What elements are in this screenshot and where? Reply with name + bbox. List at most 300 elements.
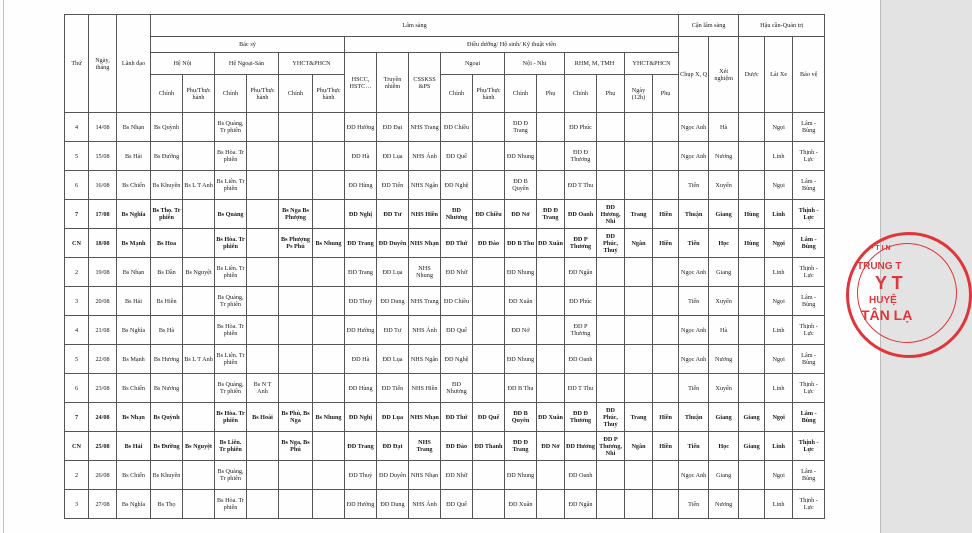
cell-noi-nhi-phu xyxy=(537,374,565,403)
cell-bao-ve: Lâm - Bùng xyxy=(793,171,825,200)
cell-lanh-dao: Bs Nghĩa xyxy=(117,316,151,345)
cell-he-noi-chinh: Bs Dần xyxy=(151,258,183,287)
cell-rhm-chinh: ĐD Ngân xyxy=(565,490,597,519)
cell-rhm-chinh: ĐD Đ Thương xyxy=(565,403,597,432)
cell-truyen-nhiem: ĐD Tiến xyxy=(377,171,409,200)
cell-yhct2-ngay xyxy=(625,258,653,287)
cell-yhct2-phu xyxy=(653,490,679,519)
header-noi-nhi: Nội - Nhi xyxy=(505,53,565,75)
cell-ngoai-san-phu xyxy=(247,287,279,316)
cell-lai-xe: Ngọi xyxy=(765,229,793,258)
cell-ngoai-san-phu xyxy=(247,490,279,519)
cell-csskss: NHS Nhung xyxy=(409,258,441,287)
cell-ngoai-chinh: ĐD Nhương xyxy=(441,374,473,403)
cell-ngoai-san-chinh: Bs Quảng, Tr phiên xyxy=(215,113,247,142)
stamp-text-4: TÂN LẠ xyxy=(861,307,913,323)
cell-he-noi-chinh: Bs Hương xyxy=(151,345,183,374)
header-phu: Phụ xyxy=(537,75,565,113)
cell-yhct-phu xyxy=(313,171,345,200)
cell-he-noi-chinh: Bs Hiền xyxy=(151,287,183,316)
header-duoc: Dược xyxy=(739,37,765,113)
cell-rhm-chinh: ĐD Hương xyxy=(565,432,597,461)
cell-yhct2-phu: Hiền xyxy=(653,403,679,432)
header-ngay: Ngày, tháng xyxy=(89,15,117,113)
cell-xet-nghiem: Xuyến xyxy=(709,374,739,403)
header-yhct-phcn: YHCT&PHCN xyxy=(279,53,345,75)
cell-he-noi-phu xyxy=(183,229,215,258)
cell-rhm-phu: ĐD P Thương, Nhi xyxy=(597,432,625,461)
cell-chup: Ngọc Anh xyxy=(679,113,709,142)
cell-bao-ve: Lâm - Bùng xyxy=(793,287,825,316)
cell-he-noi-chinh: Bs Đường xyxy=(151,142,183,171)
cell-thu: 7 xyxy=(65,200,89,229)
cell-duoc xyxy=(739,258,765,287)
page-edge-line xyxy=(3,0,4,533)
cell-truyen-nhiem: ĐD Duyên xyxy=(377,229,409,258)
cell-lai-xe: Linh xyxy=(765,374,793,403)
cell-yhct-phu xyxy=(313,258,345,287)
cell-bao-ve: Thịnh - Lực xyxy=(793,490,825,519)
cell-yhct-chinh xyxy=(279,461,313,490)
cell-ngoai-san-phu xyxy=(247,316,279,345)
header-lanh-dao: Lãnh đạo xyxy=(117,15,151,113)
cell-yhct2-phu xyxy=(653,345,679,374)
cell-yhct2-ngay xyxy=(625,287,653,316)
cell-lai-xe: Ngọi xyxy=(765,171,793,200)
cell-lai-xe: Linh xyxy=(765,432,793,461)
cell-lai-xe: Linh xyxy=(765,258,793,287)
cell-xet-nghiem: Học xyxy=(709,432,739,461)
cell-ngoai-san-phu xyxy=(247,345,279,374)
cell-csskss: NHS Trang xyxy=(409,287,441,316)
cell-lanh-dao: Bs Nghĩa xyxy=(117,200,151,229)
header-phu: Phụ xyxy=(597,75,625,113)
cell-noi-nhi-phu xyxy=(537,461,565,490)
cell-yhct-chinh: Bs Nga Bs Phượng xyxy=(279,200,313,229)
cell-xet-nghiem: Xuyến xyxy=(709,171,739,200)
cell-ngoai-phu xyxy=(473,316,505,345)
cell-noi-nhi-phu: ĐD Nở xyxy=(537,432,565,461)
header-ngoai: Ngoại xyxy=(441,53,505,75)
cell-duoc xyxy=(739,490,765,519)
cell-truyen-nhiem: ĐD Tư xyxy=(377,316,409,345)
schedule-row xyxy=(65,345,825,374)
cell-yhct2-ngay xyxy=(625,461,653,490)
header-phu-thuc-hanh: Phụ/Thực hành xyxy=(247,75,279,113)
cell-thu: 5 xyxy=(65,142,89,171)
cell-lanh-dao: Bs Nhạn xyxy=(117,258,151,287)
cell-bao-ve: Lâm - Bùng xyxy=(793,345,825,374)
cell-thu: 2 xyxy=(65,258,89,287)
cell-csskss: NHS Hiền xyxy=(409,374,441,403)
cell-csskss: NHS Trang xyxy=(409,432,441,461)
cell-xet-nghiem: Nương xyxy=(709,345,739,374)
cell-ngoai-chinh: ĐD Nhương xyxy=(441,200,473,229)
cell-duoc xyxy=(739,287,765,316)
cell-rhm-phu: ĐD Phúc, Thuỷ xyxy=(597,229,625,258)
cell-lai-xe: Ngọi xyxy=(765,403,793,432)
cell-ngoai-chinh: ĐD Chiều xyxy=(441,287,473,316)
cell-xet-nghiem: Xuyến xyxy=(709,287,739,316)
schedule-row xyxy=(65,142,825,171)
cell-ngoai-san-phu: Bs N T Anh xyxy=(247,374,279,403)
cell-bao-ve: Thịnh - Lực xyxy=(793,316,825,345)
cell-duoc xyxy=(739,345,765,374)
cell-yhct2-phu: Hiền xyxy=(653,200,679,229)
cell-rhm-chinh: ĐD T Thu xyxy=(565,374,597,403)
cell-ngoai-san-chinh: Bs Liên. Tr phiên xyxy=(215,345,247,374)
cell-lanh-dao: Bs Chiến xyxy=(117,171,151,200)
cell-truyen-nhiem: ĐD Đạt xyxy=(377,113,409,142)
cell-ngay: 21/08 xyxy=(89,316,117,345)
cell-rhm-phu xyxy=(597,374,625,403)
cell-ngoai-phu xyxy=(473,490,505,519)
cell-truyen-nhiem: ĐD Tư xyxy=(377,200,409,229)
cell-yhct-phu xyxy=(313,345,345,374)
cell-rhm-phu xyxy=(597,316,625,345)
cell-rhm-phu xyxy=(597,258,625,287)
cell-yhct-phu xyxy=(313,200,345,229)
cell-yhct2-phu xyxy=(653,113,679,142)
cell-hscc: ĐD Hường xyxy=(345,316,377,345)
duty-schedule-table xyxy=(64,14,825,519)
cell-ngoai-san-chinh: Bs Quảng, Tr phiên xyxy=(215,287,247,316)
cell-yhct2-phu xyxy=(653,461,679,490)
cell-noi-nhi-chinh: ĐD Đ Trang xyxy=(505,113,537,142)
cell-duoc xyxy=(739,374,765,403)
cell-ngoai-san-phu xyxy=(247,229,279,258)
cell-chup: Tiến xyxy=(679,287,709,316)
cell-csskss: NHS Nhạn xyxy=(409,229,441,258)
cell-ngoai-san-chinh: Bs Liên. Tr phiên xyxy=(215,432,247,461)
cell-bao-ve: Thịnh - Lực xyxy=(793,200,825,229)
cell-noi-nhi-chinh: ĐD B Quyên xyxy=(505,171,537,200)
cell-ngoai-san-phu: Bs Hoài xyxy=(247,403,279,432)
cell-yhct2-ngay xyxy=(625,316,653,345)
cell-he-noi-chinh: Bs Nương xyxy=(151,374,183,403)
cell-ngoai-chinh: ĐD Quế xyxy=(441,490,473,519)
cell-rhm-phu xyxy=(597,345,625,374)
cell-he-noi-phu xyxy=(183,200,215,229)
cell-he-noi-chinh: Bs Khuyên xyxy=(151,461,183,490)
cell-ngoai-phu xyxy=(473,113,505,142)
header-csskss: CSSKSS &PS xyxy=(409,53,441,113)
header-chinh: Chính xyxy=(505,75,537,113)
cell-rhm-chinh: ĐD Phúc xyxy=(565,113,597,142)
cell-ngoai-san-phu xyxy=(247,432,279,461)
cell-yhct-chinh: Bs Phú, Bs Nga xyxy=(279,403,313,432)
cell-yhct2-phu: Hiền xyxy=(653,432,679,461)
cell-he-noi-phu xyxy=(183,403,215,432)
cell-he-noi-phu xyxy=(183,287,215,316)
cell-noi-nhi-chinh: ĐD Nhung xyxy=(505,345,537,374)
cell-ngoai-san-chinh: Bs Liên. Tr phiên xyxy=(215,171,247,200)
cell-ngay: 18/08 xyxy=(89,229,117,258)
schedule-row xyxy=(65,287,825,316)
header-phu-thuc-hanh: Phụ/Thực hành xyxy=(313,75,345,113)
cell-yhct-phu xyxy=(313,432,345,461)
schedule-row xyxy=(65,490,825,519)
cell-csskss: NHS Nhạn xyxy=(409,403,441,432)
schedule-row xyxy=(65,171,825,200)
cell-lai-xe: Ngọi xyxy=(765,113,793,142)
cell-xet-nghiem: Giang xyxy=(709,461,739,490)
cell-he-noi-chinh: Bs Khuyên xyxy=(151,171,183,200)
cell-ngoai-phu: ĐD Thanh xyxy=(473,432,505,461)
cell-noi-nhi-phu xyxy=(537,258,565,287)
cell-rhm-phu xyxy=(597,287,625,316)
header-chinh: Chính xyxy=(151,75,183,113)
cell-noi-nhi-chinh: ĐD Nhung xyxy=(505,258,537,287)
stamp-text-top: • T I N xyxy=(871,245,891,252)
cell-yhct2-ngay: Trang xyxy=(625,403,653,432)
cell-noi-nhi-chinh: ĐD Xuân xyxy=(505,490,537,519)
cell-he-noi-phu xyxy=(183,461,215,490)
cell-chup: Ngọc Anh xyxy=(679,142,709,171)
cell-lai-xe: Ngọi xyxy=(765,461,793,490)
header-hscc: HSCC, HSTC… xyxy=(345,53,377,113)
cell-ngoai-san-chinh: Bs Hòa. Tr phiên xyxy=(215,490,247,519)
schedule-row xyxy=(65,432,825,461)
cell-chup: Tiến xyxy=(679,490,709,519)
cell-duoc: Hùng xyxy=(739,229,765,258)
cell-truyen-nhiem: ĐD Dung xyxy=(377,287,409,316)
cell-ngoai-san-chinh: Bs Quảng, Tr phiên xyxy=(215,374,247,403)
cell-chup: Ngọc Anh xyxy=(679,316,709,345)
cell-thu: 4 xyxy=(65,316,89,345)
cell-thu: 6 xyxy=(65,171,89,200)
cell-ngoai-phu xyxy=(473,345,505,374)
cell-noi-nhi-chinh: ĐD Nở xyxy=(505,316,537,345)
cell-ngay: 15/08 xyxy=(89,142,117,171)
cell-rhm-chinh: ĐD P Thương xyxy=(565,229,597,258)
cell-noi-nhi-chinh: ĐD Nở xyxy=(505,200,537,229)
cell-ngoai-chinh: ĐD Quế xyxy=(441,142,473,171)
cell-yhct-chinh xyxy=(279,113,313,142)
header-lam-sang: Lâm sàng xyxy=(151,15,679,37)
cell-rhm-chinh: ĐD Oanh xyxy=(565,461,597,490)
cell-he-noi-chinh: Bs Đường xyxy=(151,432,183,461)
cell-yhct2-phu xyxy=(653,316,679,345)
cell-yhct-chinh xyxy=(279,142,313,171)
cell-chup: Thuận xyxy=(679,200,709,229)
header-xet-nghiem: Xét nghiệm xyxy=(709,37,739,113)
cell-rhm-phu: ĐD Hương, Nhi xyxy=(597,200,625,229)
cell-truyen-nhiem: ĐD Đạt xyxy=(377,432,409,461)
cell-lai-xe: Ngọi xyxy=(765,287,793,316)
cell-ngay: 19/08 xyxy=(89,258,117,287)
cell-xet-nghiem: Giang xyxy=(709,403,739,432)
header-phu: Phụ xyxy=(653,75,679,113)
cell-lai-xe: Ngọi xyxy=(765,345,793,374)
schedule-row xyxy=(65,403,825,432)
cell-lanh-dao: Bs Hải xyxy=(117,142,151,171)
header-rhm: RHM, M, TMH xyxy=(565,53,625,75)
header-hau-can: Hậu cần-Quản trị xyxy=(739,15,825,37)
cell-truyen-nhiem: ĐD Lụa xyxy=(377,403,409,432)
header-lai-xe: Lái Xe xyxy=(765,37,793,113)
cell-yhct2-ngay: Trang xyxy=(625,200,653,229)
cell-noi-nhi-phu xyxy=(537,490,565,519)
cell-ngoai-san-phu xyxy=(247,200,279,229)
cell-he-noi-phu xyxy=(183,374,215,403)
cell-yhct-chinh xyxy=(279,374,313,403)
cell-bao-ve: Thịnh - Lực xyxy=(793,142,825,171)
cell-he-noi-phu: Bs L T Anh xyxy=(183,345,215,374)
cell-lanh-dao: Bs Nhạn xyxy=(117,403,151,432)
cell-hscc: ĐD Trang xyxy=(345,432,377,461)
cell-yhct2-ngay xyxy=(625,142,653,171)
cell-bao-ve: Lâm - Bùng xyxy=(793,403,825,432)
cell-ngoai-san-chinh: Bs Hòa. Tr phiên xyxy=(215,403,247,432)
cell-bao-ve: Lâm - Bùng xyxy=(793,229,825,258)
header-he-noi: Hệ Nội xyxy=(151,53,215,75)
cell-ngoai-san-chinh: Bs Liên. Tr phiên xyxy=(215,258,247,287)
cell-lanh-dao: Bs Hải xyxy=(117,432,151,461)
cell-ngoai-san-chinh: Bs Hòa. Tr phiên xyxy=(215,142,247,171)
schedule-row xyxy=(65,229,825,258)
cell-noi-nhi-phu: ĐD Xuân xyxy=(537,229,565,258)
cell-ngay: 20/08 xyxy=(89,287,117,316)
cell-ngay: 22/08 xyxy=(89,345,117,374)
cell-lanh-dao: Bs Mạnh xyxy=(117,229,151,258)
schedule-row xyxy=(65,113,825,142)
cell-chup: Tiến xyxy=(679,374,709,403)
cell-hscc: ĐD Nghị xyxy=(345,200,377,229)
cell-lanh-dao: Bs Hải xyxy=(117,287,151,316)
cell-hscc: ĐD Thuỷ xyxy=(345,287,377,316)
cell-rhm-phu xyxy=(597,461,625,490)
cell-he-noi-phu: Bs Nguyệt xyxy=(183,432,215,461)
cell-yhct2-ngay xyxy=(625,171,653,200)
cell-ngoai-phu xyxy=(473,258,505,287)
cell-thu: 5 xyxy=(65,345,89,374)
cell-csskss: NHS Trang xyxy=(409,113,441,142)
cell-lanh-dao: Bs Mạnh xyxy=(117,345,151,374)
cell-noi-nhi-chinh: ĐD B Thu xyxy=(505,374,537,403)
cell-csskss: NHS Ngân xyxy=(409,171,441,200)
cell-noi-nhi-phu: ĐD Xuân xyxy=(537,403,565,432)
cell-thu: 4 xyxy=(65,113,89,142)
cell-yhct-chinh xyxy=(279,345,313,374)
cell-ngoai-chinh: ĐD Chiều xyxy=(441,113,473,142)
cell-he-noi-phu xyxy=(183,142,215,171)
cell-ngoai-chinh: ĐD Nhữ xyxy=(441,258,473,287)
cell-ngoai-san-phu xyxy=(247,171,279,200)
cell-rhm-phu xyxy=(597,113,625,142)
cell-rhm-chinh: ĐD Đ Thương xyxy=(565,142,597,171)
cell-rhm-chinh: ĐD P Thương xyxy=(565,316,597,345)
cell-yhct-chinh: Bs Nga, Bs Phú xyxy=(279,432,313,461)
cell-yhct2-phu xyxy=(653,142,679,171)
cell-xet-nghiem: Giang xyxy=(709,200,739,229)
cell-duoc: Giang xyxy=(739,403,765,432)
schedule-body xyxy=(65,113,825,519)
cell-chup: Thuận xyxy=(679,403,709,432)
stamp-inner-ring xyxy=(857,243,957,343)
header-chinh: Chính xyxy=(215,75,247,113)
cell-noi-nhi-phu xyxy=(537,113,565,142)
cell-truyen-nhiem: ĐD Lụa xyxy=(377,345,409,374)
header-phu-thuc-hanh: Phụ/Thực hành xyxy=(473,75,505,113)
stamp-text-3: HUYỆ xyxy=(869,295,897,306)
cell-ngoai-san-phu xyxy=(247,461,279,490)
cell-noi-nhi-chinh: ĐD B Thu xyxy=(505,229,537,258)
cell-xet-nghiem: Giang xyxy=(709,258,739,287)
cell-ngoai-chinh: ĐD Thứ xyxy=(441,403,473,432)
cell-ngoai-chinh: ĐD Nghệ xyxy=(441,345,473,374)
cell-ngoai-phu xyxy=(473,287,505,316)
cell-truyen-nhiem: ĐD Lụa xyxy=(377,142,409,171)
header-dieu-duong: Điều dưỡng/ Hộ sinh/ Kỹ thuật viên xyxy=(345,37,679,53)
cell-lanh-dao: Bs Nhạn xyxy=(117,113,151,142)
cell-lanh-dao: Bs Chiến xyxy=(117,374,151,403)
cell-noi-nhi-chinh: ĐD Nhung xyxy=(505,142,537,171)
cell-noi-nhi-chinh: ĐD B Quyên xyxy=(505,403,537,432)
cell-csskss: NHS Hiền xyxy=(409,200,441,229)
cell-rhm-phu xyxy=(597,490,625,519)
cell-yhct-phu: Bs Nhung xyxy=(313,403,345,432)
cell-ngay: 25/08 xyxy=(89,432,117,461)
cell-csskss: NHS Ánh xyxy=(409,316,441,345)
cell-noi-nhi-phu xyxy=(537,142,565,171)
cell-rhm-phu: ĐD Phúc, Thuỷ xyxy=(597,403,625,432)
cell-rhm-chinh: ĐD Oanh xyxy=(565,345,597,374)
cell-ngoai-chinh: ĐD Quế xyxy=(441,316,473,345)
cell-ngoai-chinh: ĐD Nhữ xyxy=(441,461,473,490)
cell-bao-ve: Lâm - Bùng xyxy=(793,113,825,142)
cell-lai-xe: Linh xyxy=(765,490,793,519)
cell-duoc: Giang xyxy=(739,432,765,461)
cell-xet-nghiem: Nương xyxy=(709,490,739,519)
cell-ngoai-phu xyxy=(473,374,505,403)
cell-yhct-chinh: Bs Phượng Ps Phú xyxy=(279,229,313,258)
cell-yhct-phu xyxy=(313,461,345,490)
header-chinh: Chính xyxy=(279,75,313,113)
cell-thu: 3 xyxy=(65,287,89,316)
cell-yhct-chinh xyxy=(279,171,313,200)
header-bao-ve: Bảo vệ xyxy=(793,37,825,113)
cell-hscc: ĐD Hùng xyxy=(345,171,377,200)
cell-he-noi-chinh: Bs Hoa xyxy=(151,229,183,258)
cell-ngoai-san-chinh: Bs Quảng xyxy=(215,200,247,229)
cell-duoc xyxy=(739,461,765,490)
cell-chup: Tiến xyxy=(679,229,709,258)
cell-csskss: NHS Ánh xyxy=(409,142,441,171)
cell-hscc: ĐD Trang xyxy=(345,229,377,258)
cell-lai-xe: Linh xyxy=(765,142,793,171)
cell-yhct2-phu xyxy=(653,287,679,316)
cell-ngoai-phu xyxy=(473,142,505,171)
cell-lai-xe: Linh xyxy=(765,200,793,229)
cell-he-noi-phu xyxy=(183,316,215,345)
header-he-ngoai-san: Hệ Ngoại-Sản xyxy=(215,53,279,75)
cell-ngoai-chinh: ĐD Nghệ xyxy=(441,171,473,200)
cell-yhct2-ngay: Ngân xyxy=(625,432,653,461)
cell-yhct-phu xyxy=(313,374,345,403)
cell-yhct2-phu xyxy=(653,171,679,200)
cell-bao-ve: Thịnh - Lực xyxy=(793,374,825,403)
cell-noi-nhi-phu xyxy=(537,171,565,200)
cell-yhct-phu xyxy=(313,113,345,142)
cell-bao-ve: Thịnh - Lực xyxy=(793,432,825,461)
cell-ngay: 26/08 xyxy=(89,461,117,490)
cell-lai-xe: Linh xyxy=(765,316,793,345)
cell-noi-nhi-chinh: ĐD Xuân xyxy=(505,287,537,316)
cell-ngay: 24/08 xyxy=(89,403,117,432)
cell-yhct2-phu xyxy=(653,374,679,403)
cell-lanh-dao: Bs Nghĩa xyxy=(117,490,151,519)
